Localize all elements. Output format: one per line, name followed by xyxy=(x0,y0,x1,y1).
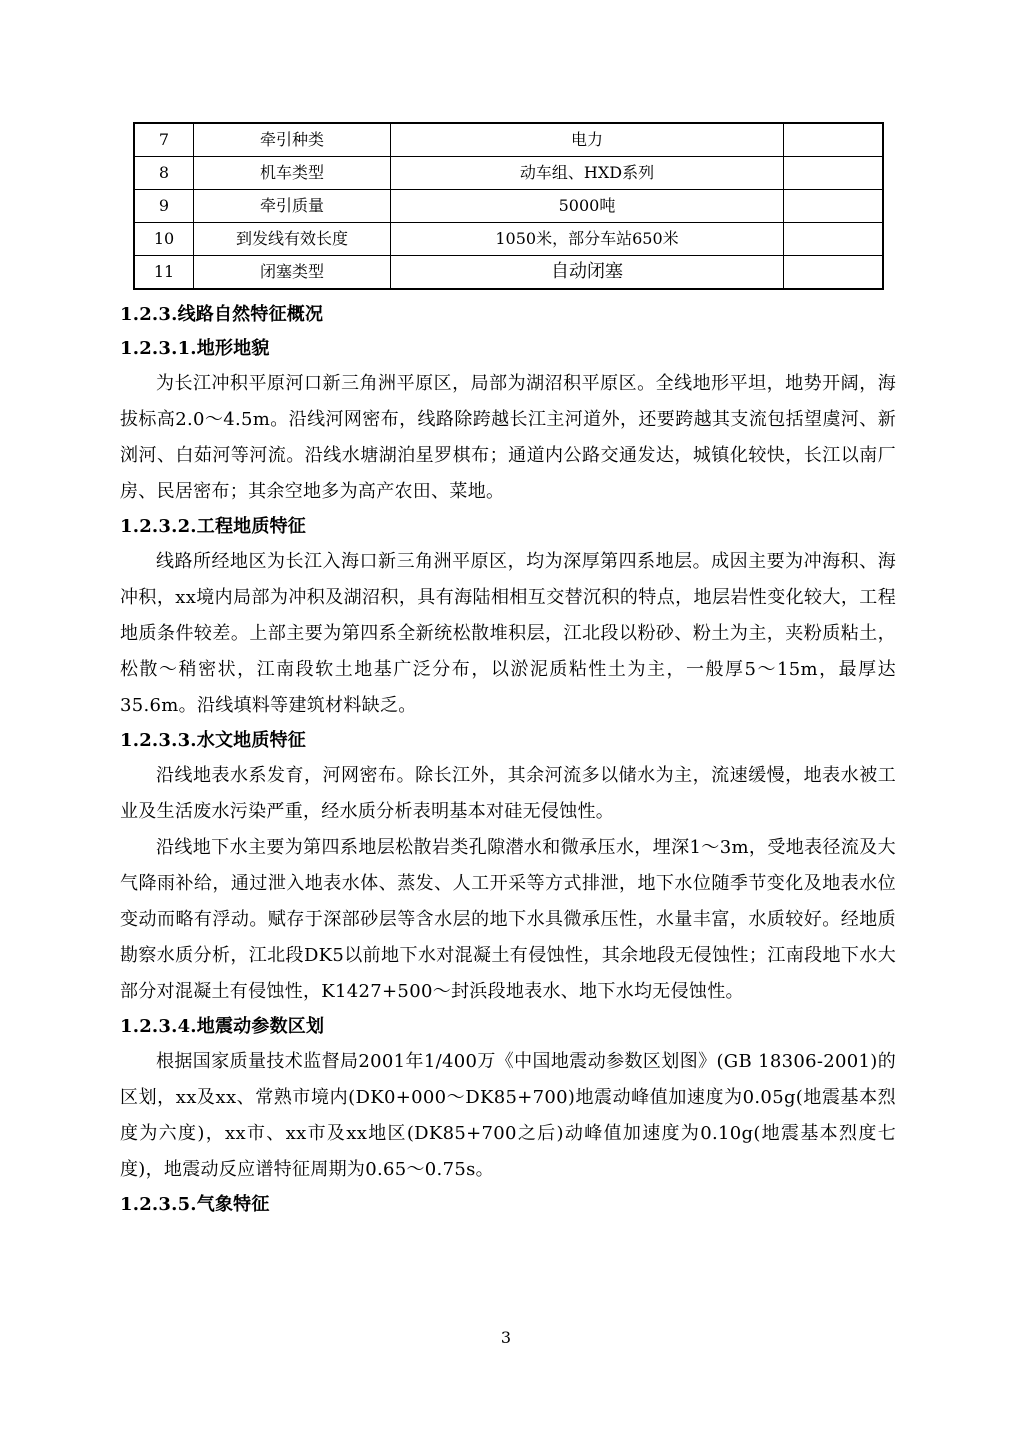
item-value: 5000吨 xyxy=(391,190,784,223)
item-note xyxy=(784,190,884,223)
item-note xyxy=(784,123,884,157)
item-value: 动车组、HXD系列 xyxy=(391,157,784,190)
item-name: 牵引质量 xyxy=(194,190,391,223)
item-value: 电力 xyxy=(391,123,784,157)
section-heading: 1.2.3.2.工程地质特征 xyxy=(120,516,306,537)
document-body xyxy=(120,298,896,1222)
paragraph: 线路所经地区为长江入海口新三角洲平原区，均为深厚第四系地层。成因主要为冲海积、海冲积，xx境内局部为冲积及湖沼积，具有海陆相相互交替沉积的特点，地层岩性变化较大，工程地质条件较差。上部主要为第四系全新统松散堆积层，江北段以粉砂、粉土为主，夹粉质粘土，松散～稍密状，江南段软土地基广泛分布，以淤泥质粘性土为主，一般厚5～15m，最厚达35.6m。沿线填料等建筑材料缺乏。 xyxy=(120,551,896,716)
table-row xyxy=(134,190,883,223)
row-number: 9 xyxy=(134,190,194,223)
row-number: 10 xyxy=(134,223,194,256)
item-note xyxy=(784,256,884,290)
row-number: 7 xyxy=(134,123,194,157)
row-number: 8 xyxy=(134,157,194,190)
table-row xyxy=(134,256,883,290)
section-heading: 1.2.3.5.气象特征 xyxy=(120,1194,270,1215)
section-heading: 1.2.3.3.水文地质特征 xyxy=(120,730,306,751)
row-number: 11 xyxy=(134,256,194,290)
section-heading: 1.2.3.1.地形地貌 xyxy=(120,338,270,359)
paragraph: 为长江冲积平原河口新三角洲平原区，局部为湖沼积平原区。全线地形平坦，地势开阔，海拔标高2.0～4.5m。沿线河网密布，线路除跨越长江主河道外，还要跨越其支流包括望虞河、新浏河、白茹河等河流。沿线水塘湖泊星罗棋布；通道内公路交通发达，城镇化较快，长江以南厂房、民居密布；其余空地多为高产农田、菜地。 xyxy=(120,373,896,502)
item-name: 闭塞类型 xyxy=(194,256,391,290)
item-name: 牵引种类 xyxy=(194,123,391,157)
item-value: 自动闭塞 xyxy=(391,256,784,290)
item-name: 机车类型 xyxy=(194,157,391,190)
section-heading: 1.2.3.4.地震动参数区划 xyxy=(120,1016,325,1037)
paragraph: 沿线地表水系发育，河网密布。除长江外，其余河流多以储水为主，流速缓慢，地表水被工业及生活废水污染严重，经水质分析表明基本对硅无侵蚀性。 xyxy=(120,765,896,822)
section-heading: 1.2.3.线路自然特征概况 xyxy=(120,304,324,325)
table-row xyxy=(134,123,883,157)
item-value: 1050米，部分车站650米 xyxy=(391,223,784,256)
page-number: 3 xyxy=(500,1328,512,1347)
item-name: 到发线有效长度 xyxy=(194,223,391,256)
table-row xyxy=(134,157,883,190)
paragraph: 沿线地下水主要为第四系地层松散岩类孔隙潜水和微承压水，埋深1～3m，受地表径流及大气降雨补给，通过泄入地表水体、蒸发、人工开采等方式排泄，地下水位随季节变化及地表水位变动而略有浮动。赋存于深部砂层等含水层的地下水具微承压性，水量丰富，水质较好。经地质勘察水质分析，江北段DK5以前地下水对混凝土有侵蚀性，其余地段无侵蚀性；江南段地下水大部分对混凝土有侵蚀性，K1427+500～封浜段地表水、地下水均无侵蚀性。 xyxy=(120,837,896,1002)
paragraph: 根据国家质量技术监督局2001年1/400万《中国地震动参数区划图》(GB 18306-2001)的区划，xx及xx、常熟市境内(DK0+000～DK85+700)地震动峰值加速度为0.05g(地震基本烈度为六度)，xx市、xx市及xx地区(DK85+700之后)动峰值加速度为0.10g(地震基本烈度七度)，地震动反应谱特征周期为0.65～0.75s。 xyxy=(120,1051,896,1180)
item-note xyxy=(784,223,884,256)
table-row xyxy=(134,223,883,256)
item-note xyxy=(784,157,884,190)
spec-table xyxy=(133,122,884,290)
